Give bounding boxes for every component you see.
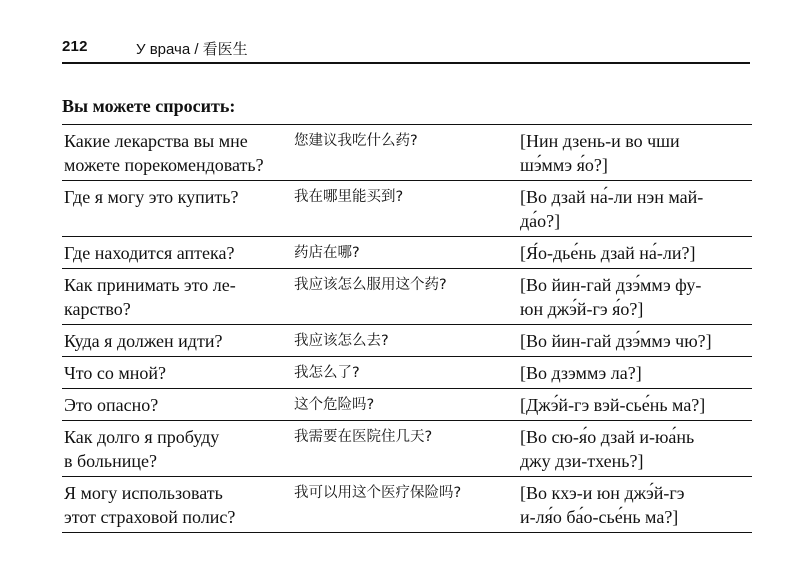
russian-phrase: Где я могу это купить? (64, 187, 239, 207)
transcription: [Во дзай на́-ли нэн май- да́о?] (520, 187, 704, 231)
chinese-phrase: 我可以用这个医疗保险吗? (294, 485, 462, 501)
chinese-phrase: 您建议我吃什么药? (294, 133, 418, 149)
section-heading: Вы можете спросить: (62, 96, 236, 116)
chinese-phrase: 这个危险吗? (294, 397, 375, 413)
transcription: [Нин дзень-и во чши шэ́ммэ я́о?] (520, 131, 680, 175)
russian-phrase: Как долго я пробуду в больнице? (64, 427, 220, 471)
transcription: [Я́о-дье́нь дзай на́-ли?] (520, 243, 696, 263)
table-row (62, 389, 752, 421)
transcription: [Во йин-гай дзэ́ммэ фу- юн джэ́й-гэ я́о?] (520, 275, 702, 319)
table-row (62, 421, 752, 477)
transcription: [Во дзэммэ ла?] (520, 363, 642, 383)
phrase-table-body (62, 125, 752, 533)
table-row (62, 357, 752, 389)
chinese-phrase: 药店在哪? (294, 245, 360, 261)
table-row (62, 237, 752, 269)
table-row (62, 181, 752, 237)
phrase-table (62, 124, 752, 533)
table-row (62, 325, 752, 357)
page-header (62, 36, 750, 64)
russian-phrase: Я могу использовать этот страховой полис? (64, 483, 236, 527)
chinese-phrase: 我需要在医院住几天? (294, 429, 433, 445)
transcription: [Во кхэ-и юн джэ́й-гэ и-ля́о ба́о-сье́нь ма?] (520, 483, 685, 527)
running-title: У врача / 看医生 (136, 41, 248, 58)
russian-phrase: Как принимать это ле- карство? (64, 275, 236, 319)
table-row (62, 269, 752, 325)
chinese-phrase: 我在哪里能买到? (294, 189, 404, 205)
russian-phrase: Куда я должен идти? (64, 331, 223, 351)
page-number: 212 (62, 38, 88, 55)
table-row (62, 125, 752, 181)
russian-phrase: Это опасно? (64, 395, 159, 415)
chinese-phrase: 我应该怎么去? (294, 333, 389, 349)
transcription: [Во йин-гай дзэ́ммэ чю?] (520, 331, 712, 351)
russian-phrase: Какие лекарства вы мне можете порекомендовать? (64, 131, 264, 175)
table-row (62, 477, 752, 533)
chinese-phrase: 我怎么了? (294, 365, 360, 381)
russian-phrase: Что со мной? (64, 363, 166, 383)
chinese-phrase: 我应该怎么服用这个药? (294, 277, 447, 293)
transcription: [Во сю-я́о дзай и-юа́нь джу дзи-тхень?] (520, 427, 695, 471)
transcription: [Джэ́й-гэ вэй-сье́нь ма?] (520, 395, 706, 415)
russian-phrase: Где находится аптека? (64, 243, 235, 263)
